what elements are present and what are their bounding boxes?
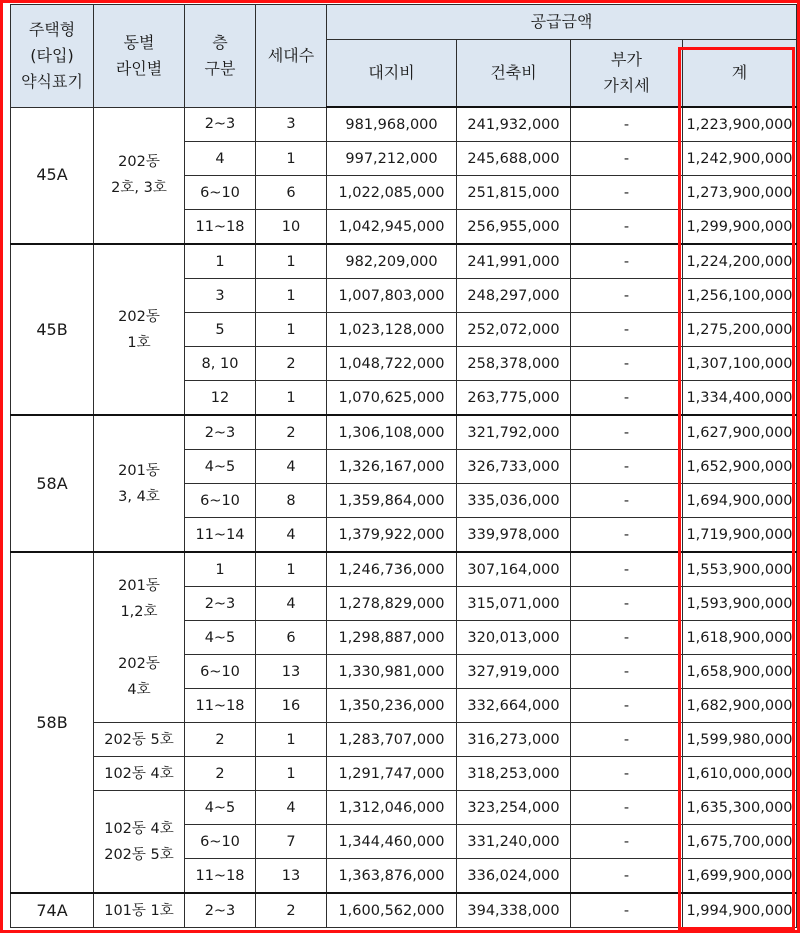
type-cell: 45B [11, 244, 94, 415]
table-row [11, 757, 797, 791]
units-cell: 7 [256, 825, 327, 859]
units-cell: 6 [256, 176, 327, 210]
header-line: 동별 라인별 [94, 5, 185, 108]
header-total: 계 [683, 40, 797, 108]
total-cell: 1,682,900,000 [683, 689, 797, 723]
vat-cell: - [571, 859, 683, 894]
total-cell: 1,223,900,000 [683, 107, 797, 142]
building-cell: 323,254,000 [457, 791, 571, 825]
table-row [11, 415, 797, 450]
total-cell: 1,275,200,000 [683, 313, 797, 347]
type-cell: 74A [11, 893, 94, 928]
land-cell: 1,312,046,000 [327, 791, 457, 825]
vat-cell: - [571, 587, 683, 621]
floor-cell: 6~10 [185, 176, 256, 210]
line-cell: 202동 5호 [94, 723, 185, 757]
land-cell: 1,283,707,000 [327, 723, 457, 757]
land-cell: 1,022,085,000 [327, 176, 457, 210]
units-cell: 4 [256, 518, 327, 553]
table-row [11, 893, 797, 928]
table-row [11, 244, 797, 279]
land-cell: 1,007,803,000 [327, 279, 457, 313]
vat-cell: - [571, 484, 683, 518]
building-cell: 339,978,000 [457, 518, 571, 553]
table-body [11, 107, 797, 928]
vat-cell: - [571, 655, 683, 689]
units-cell: 1 [256, 142, 327, 176]
header-land: 대지비 [327, 40, 457, 108]
table-row [11, 723, 797, 757]
floor-cell: 2 [185, 723, 256, 757]
header-building: 건축비 [457, 40, 571, 108]
total-cell: 1,299,900,000 [683, 210, 797, 245]
land-cell: 1,344,460,000 [327, 825, 457, 859]
building-cell: 307,164,000 [457, 552, 571, 587]
building-cell: 316,273,000 [457, 723, 571, 757]
total-cell: 1,699,900,000 [683, 859, 797, 894]
table-row [11, 107, 797, 142]
units-cell: 16 [256, 689, 327, 723]
floor-cell: 2~3 [185, 107, 256, 142]
units-cell: 1 [256, 244, 327, 279]
vat-cell: - [571, 381, 683, 416]
floor-cell: 6~10 [185, 484, 256, 518]
land-cell: 1,291,747,000 [327, 757, 457, 791]
total-cell: 1,635,300,000 [683, 791, 797, 825]
units-cell: 13 [256, 859, 327, 894]
units-cell: 1 [256, 552, 327, 587]
building-cell: 251,815,000 [457, 176, 571, 210]
total-cell: 1,334,400,000 [683, 381, 797, 416]
building-cell: 258,378,000 [457, 347, 571, 381]
building-cell: 248,297,000 [457, 279, 571, 313]
total-cell: 1,658,900,000 [683, 655, 797, 689]
type-cell: 45A [11, 107, 94, 244]
vat-cell: - [571, 621, 683, 655]
total-cell: 1,553,900,000 [683, 552, 797, 587]
units-cell: 6 [256, 621, 327, 655]
header-units: 세대수 [256, 5, 327, 108]
header-type: 주택형 (타입) 약식표기 [11, 5, 94, 108]
land-cell: 1,326,167,000 [327, 450, 457, 484]
floor-cell: 2 [185, 757, 256, 791]
vat-cell: - [571, 689, 683, 723]
land-cell: 1,042,945,000 [327, 210, 457, 245]
floor-cell: 1 [185, 244, 256, 279]
header-vat: 부가 가치세 [571, 40, 683, 108]
total-cell: 1,224,200,000 [683, 244, 797, 279]
total-cell: 1,675,700,000 [683, 825, 797, 859]
units-cell: 1 [256, 723, 327, 757]
building-cell: 320,013,000 [457, 621, 571, 655]
total-cell: 1,593,900,000 [683, 587, 797, 621]
floor-cell: 6~10 [185, 655, 256, 689]
building-cell: 241,991,000 [457, 244, 571, 279]
land-cell: 982,209,000 [327, 244, 457, 279]
line-cell: 102동 4호 [94, 757, 185, 791]
building-cell: 336,024,000 [457, 859, 571, 894]
total-cell: 1,994,900,000 [683, 893, 797, 928]
floor-cell: 4~5 [185, 450, 256, 484]
supply-price-table [10, 4, 797, 928]
floor-cell: 6~10 [185, 825, 256, 859]
building-cell: 315,071,000 [457, 587, 571, 621]
total-cell: 1,273,900,000 [683, 176, 797, 210]
total-cell: 1,618,900,000 [683, 621, 797, 655]
floor-cell: 4 [185, 142, 256, 176]
type-cell: 58B [11, 552, 94, 893]
building-cell: 263,775,000 [457, 381, 571, 416]
vat-cell: - [571, 210, 683, 245]
building-cell: 318,253,000 [457, 757, 571, 791]
building-cell: 241,932,000 [457, 107, 571, 142]
header-supply: 공급금액 [327, 5, 797, 40]
floor-cell: 3 [185, 279, 256, 313]
total-cell: 1,307,100,000 [683, 347, 797, 381]
units-cell: 2 [256, 893, 327, 928]
land-cell: 1,023,128,000 [327, 313, 457, 347]
land-cell: 1,350,236,000 [327, 689, 457, 723]
vat-cell: - [571, 757, 683, 791]
building-cell: 335,036,000 [457, 484, 571, 518]
vat-cell: - [571, 313, 683, 347]
units-cell: 2 [256, 415, 327, 450]
floor-cell: 1 [185, 552, 256, 587]
line-cell: 201동 1,2호 202동 4호 [94, 552, 185, 723]
units-cell: 4 [256, 587, 327, 621]
floor-cell: 12 [185, 381, 256, 416]
units-cell: 10 [256, 210, 327, 245]
vat-cell: - [571, 723, 683, 757]
vat-cell: - [571, 244, 683, 279]
building-cell: 331,240,000 [457, 825, 571, 859]
vat-cell: - [571, 518, 683, 553]
floor-cell: 4~5 [185, 621, 256, 655]
floor-cell: 11~18 [185, 689, 256, 723]
vat-cell: - [571, 450, 683, 484]
line-cell: 202동 2호, 3호 [94, 107, 185, 244]
floor-cell: 8, 10 [185, 347, 256, 381]
floor-cell: 4~5 [185, 791, 256, 825]
floor-cell: 2~3 [185, 587, 256, 621]
land-cell: 1,298,887,000 [327, 621, 457, 655]
table-row [11, 552, 797, 587]
units-cell: 1 [256, 313, 327, 347]
total-cell: 1,610,000,000 [683, 757, 797, 791]
vat-cell: - [571, 893, 683, 928]
land-cell: 997,212,000 [327, 142, 457, 176]
building-cell: 256,955,000 [457, 210, 571, 245]
line-cell: 102동 4호 202동 5호 [94, 791, 185, 894]
land-cell: 1,306,108,000 [327, 415, 457, 450]
vat-cell: - [571, 107, 683, 142]
units-cell: 13 [256, 655, 327, 689]
floor-cell: 11~18 [185, 859, 256, 894]
land-cell: 1,330,981,000 [327, 655, 457, 689]
vat-cell: - [571, 176, 683, 210]
floor-cell: 2~3 [185, 893, 256, 928]
vat-cell: - [571, 279, 683, 313]
vat-cell: - [571, 347, 683, 381]
building-cell: 252,072,000 [457, 313, 571, 347]
floor-cell: 2~3 [185, 415, 256, 450]
floor-cell: 11~14 [185, 518, 256, 553]
building-cell: 321,792,000 [457, 415, 571, 450]
table-header [11, 5, 797, 108]
land-cell: 1,048,722,000 [327, 347, 457, 381]
vat-cell: - [571, 552, 683, 587]
building-cell: 332,664,000 [457, 689, 571, 723]
building-cell: 394,338,000 [457, 893, 571, 928]
units-cell: 2 [256, 347, 327, 381]
vat-cell: - [571, 142, 683, 176]
land-cell: 1,363,876,000 [327, 859, 457, 894]
floor-cell: 5 [185, 313, 256, 347]
line-cell: 202동 1호 [94, 244, 185, 415]
units-cell: 8 [256, 484, 327, 518]
total-cell: 1,694,900,000 [683, 484, 797, 518]
vat-cell: - [571, 825, 683, 859]
total-cell: 1,719,900,000 [683, 518, 797, 553]
line-cell: 101동 1호 [94, 893, 185, 928]
building-cell: 327,919,000 [457, 655, 571, 689]
total-cell: 1,627,900,000 [683, 415, 797, 450]
table-row [11, 791, 797, 825]
total-cell: 1,242,900,000 [683, 142, 797, 176]
total-cell: 1,599,980,000 [683, 723, 797, 757]
type-cell: 58A [11, 415, 94, 552]
header-floor: 층 구분 [185, 5, 256, 108]
total-cell: 1,652,900,000 [683, 450, 797, 484]
total-cell: 1,256,100,000 [683, 279, 797, 313]
land-cell: 981,968,000 [327, 107, 457, 142]
land-cell: 1,246,736,000 [327, 552, 457, 587]
vat-cell: - [571, 415, 683, 450]
floor-cell: 11~18 [185, 210, 256, 245]
units-cell: 4 [256, 791, 327, 825]
line-cell: 201동 3, 4호 [94, 415, 185, 552]
units-cell: 1 [256, 381, 327, 416]
units-cell: 1 [256, 757, 327, 791]
land-cell: 1,070,625,000 [327, 381, 457, 416]
building-cell: 245,688,000 [457, 142, 571, 176]
land-cell: 1,359,864,000 [327, 484, 457, 518]
land-cell: 1,278,829,000 [327, 587, 457, 621]
land-cell: 1,600,562,000 [327, 893, 457, 928]
units-cell: 1 [256, 279, 327, 313]
building-cell: 326,733,000 [457, 450, 571, 484]
land-cell: 1,379,922,000 [327, 518, 457, 553]
units-cell: 3 [256, 107, 327, 142]
units-cell: 4 [256, 450, 327, 484]
vat-cell: - [571, 791, 683, 825]
